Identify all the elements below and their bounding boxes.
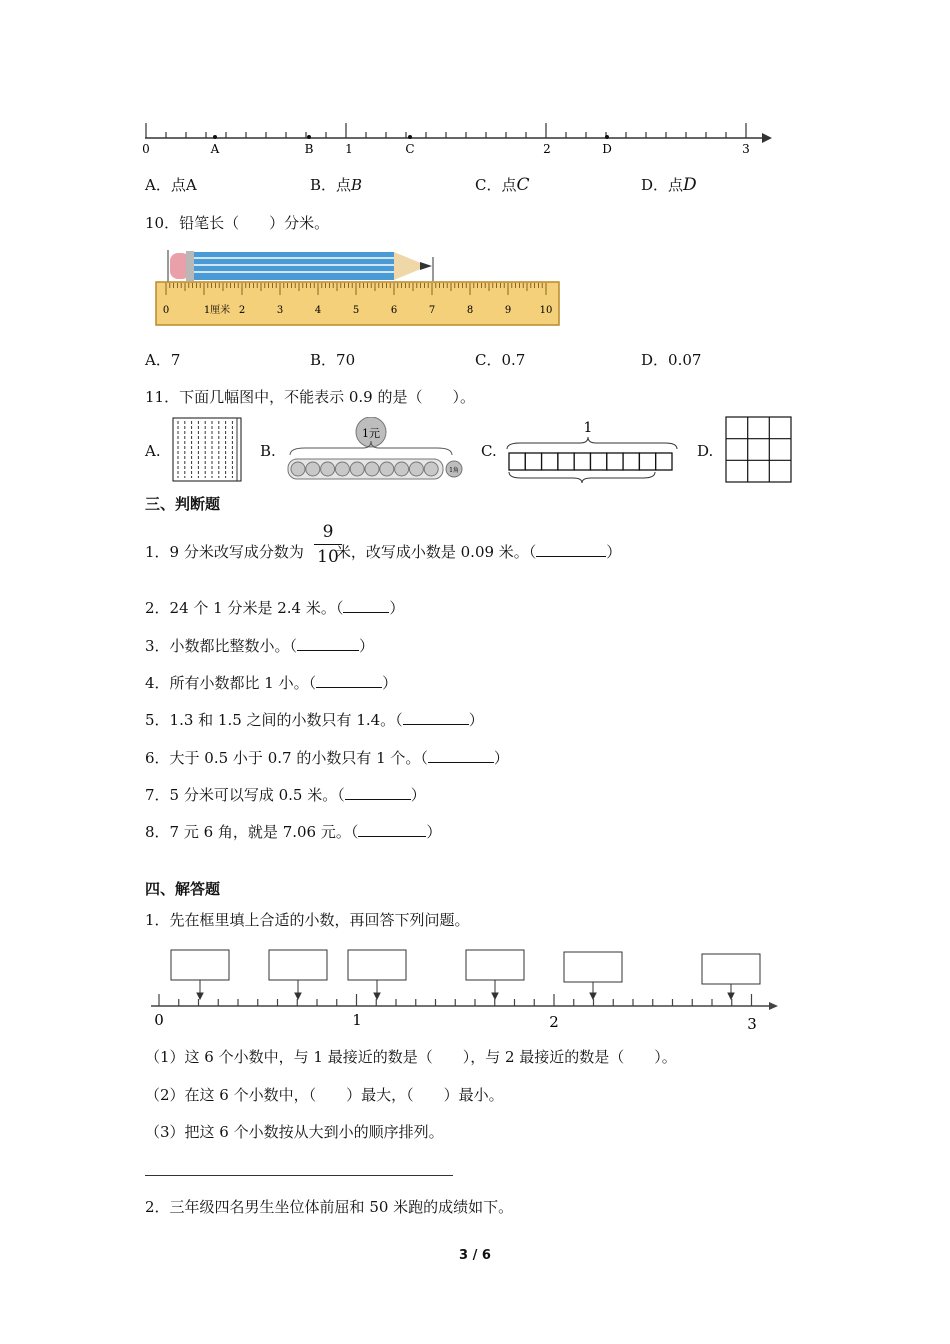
axis-label: 3: [747, 1015, 757, 1033]
judge-item-4: 4．所有小数都比 1 小。（ ）: [145, 674, 398, 692]
q9-tick-label: 3: [742, 142, 750, 156]
judge-item-6: 6．大于 0.5 小于 0.7 的小数只有 1 个。（ ）: [145, 749, 509, 767]
judge-item-3: 3．小数都比整数小。（ ）: [145, 637, 375, 655]
answer-q1-sub3: （3）把这 6 个小数按从大到小的顺序排列。: [145, 1123, 444, 1141]
section-3-title: 三、判断题: [145, 495, 221, 513]
answer-box[interactable]: [702, 954, 760, 984]
ruler-label: 0: [162, 305, 170, 316]
coin-1-jiao: 1角: [449, 467, 459, 474]
q11-figure-b-coins: [285, 417, 465, 485]
ruler-label: 2: [238, 305, 246, 316]
axis-label: 0: [154, 1011, 164, 1029]
bar-cell: [639, 453, 655, 470]
small-coin: [365, 462, 379, 476]
q10-question: 10．铅笔长（ ）分米。: [145, 214, 330, 232]
ruler-label: 3: [276, 305, 284, 316]
q9-point-dot: [605, 135, 609, 139]
q9-point-c-label: C: [405, 142, 415, 156]
ruler: [156, 282, 559, 325]
ruler-label: 9: [504, 305, 512, 316]
q9-point-dot: [307, 135, 311, 139]
q11-figure-d-grid: [725, 416, 793, 484]
judge-item-7: 7．5 分米可以写成 0.5 米。（ ）: [145, 786, 426, 804]
judge-item-1: 1．9 分米改写成分数为 米，改写成小数是 0.09 米。（ ）: [145, 543, 622, 561]
q9-point-b-label: B: [304, 142, 314, 156]
judge-item-2: 2．24 个 1 分米是 2.4 米。（ ）: [145, 599, 405, 617]
ruler-label: 7: [428, 305, 436, 316]
answer-box[interactable]: [466, 950, 524, 980]
q11-figure-a-striped-square: [172, 417, 242, 483]
q9-point-dot: [213, 135, 217, 139]
ruler-label: 10: [539, 305, 553, 316]
q10-option-b: B．70: [310, 351, 356, 369]
q9-number-line: [140, 118, 780, 158]
ruler-label: 8: [466, 305, 474, 316]
bar-cell: [558, 453, 574, 470]
answer-q1-sub1: （1）这 6 个小数中，与 1 最接近的数是（ ），与 2 最接近的数是（ ）。: [145, 1048, 677, 1066]
q11-figure-c-bar: [505, 417, 685, 485]
q9-point-dot: [408, 135, 412, 139]
bar-cell: [623, 453, 639, 470]
answer-box[interactable]: [348, 950, 406, 980]
q9-tick-label: 2: [543, 142, 551, 156]
bar-cell: [542, 453, 558, 470]
page-number: 3 / 6: [459, 1248, 491, 1263]
q9-tick-label: 0: [142, 142, 150, 156]
bar-cell: [656, 453, 672, 470]
answer-line[interactable]: [145, 1175, 453, 1176]
answer-q1-number-line: [145, 945, 785, 1035]
answer-q2: 2．三年级四名男生坐位体前屈和 50 米跑的成绩如下。: [145, 1198, 514, 1216]
q9-point-a-label: A: [210, 142, 220, 156]
q11-label-c: C.: [481, 442, 497, 460]
small-coin: [395, 462, 409, 476]
axis-label: 1: [352, 1011, 362, 1029]
q9-tick-label: 1: [345, 142, 353, 156]
bar-cell: [591, 453, 607, 470]
axis-label: 2: [549, 1013, 559, 1031]
bar-cell: [607, 453, 623, 470]
ruler-label: 1厘米: [203, 305, 231, 316]
q11-question: 11．下面几幅图中，不能表示 0.9 的是（ ）。: [145, 388, 475, 406]
small-coin: [335, 462, 349, 476]
answer-box[interactable]: [171, 950, 229, 980]
judge-item-8: 8．7 元 6 角，就是 7.06 元。（ ）: [145, 823, 442, 841]
q9-option-c: C．点C: [475, 175, 530, 195]
small-coin: [321, 462, 335, 476]
q10-pencil-ruler-figure: [150, 245, 570, 330]
q10-option-a: A．7: [145, 351, 181, 369]
q11-label-d: D.: [697, 442, 714, 460]
small-coin: [380, 462, 394, 476]
q9-option-b: B．点B: [310, 176, 363, 194]
answer-box[interactable]: [564, 952, 622, 982]
bracket-label-1: 1: [583, 420, 593, 436]
bar-cell: [525, 453, 541, 470]
q11-label-b: B.: [260, 442, 276, 460]
q9-option-a: A．点A: [145, 176, 197, 194]
small-coin: [306, 462, 320, 476]
q10-option-c: C．0.7: [475, 351, 526, 369]
fraction-9-10: 9 10: [314, 522, 342, 567]
small-coin: [409, 462, 423, 476]
q10-option-d: D．0.07: [641, 351, 702, 369]
section-4-title: 四、解答题: [145, 880, 221, 898]
small-coin: [291, 462, 305, 476]
coin-1-yuan: 1元: [362, 427, 380, 440]
bar-cell: [574, 453, 590, 470]
q9-option-d: D．点D: [641, 175, 697, 195]
bar-cell: [509, 453, 525, 470]
small-coin: [424, 462, 438, 476]
q11-label-a: A.: [145, 442, 161, 460]
ruler-label: 5: [352, 305, 360, 316]
answer-q1: 1．先在框里填上合适的小数，再回答下列问题。: [145, 911, 470, 929]
answer-q1-sub2: （2）在这 6 个小数中，（ ）最大，（ ）最小。: [145, 1086, 504, 1104]
ruler-label: 6: [390, 305, 398, 316]
answer-box[interactable]: [269, 950, 327, 980]
small-coin: [350, 462, 364, 476]
q9-point-d-label: D: [602, 142, 612, 156]
ruler-label: 4: [314, 305, 322, 316]
judge-item-5: 5．1.3 和 1.5 之间的小数只有 1.4。（ ）: [145, 711, 484, 729]
